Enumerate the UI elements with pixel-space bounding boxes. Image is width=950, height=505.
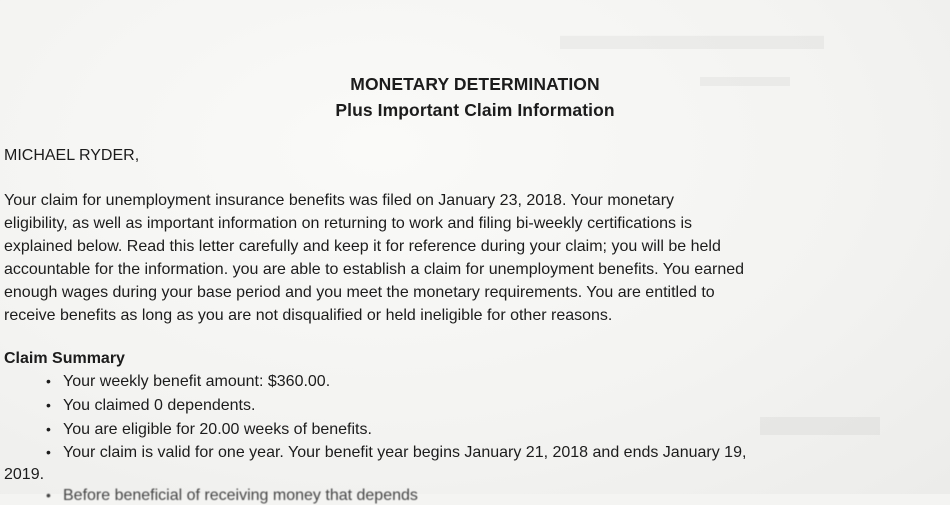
paragraph-line: Your claim for unemployment insurance benefits was filed on January 23, 2018. Your monetary (4, 192, 675, 209)
paragraph-line: accountable for the information. you are able to establish a claim for unemployment benefits. You earned (4, 261, 745, 278)
summary-bullet (46, 444, 746, 462)
bullet-continuation: 2019. (4, 466, 45, 483)
document-subtitle: Plus Important Claim Information (335, 100, 615, 120)
paragraph-line: explained below. Read this letter carefully and keep it for reference during your claim; you will be held (4, 238, 721, 255)
paragraph-line: receive benefits as long as you are not disqualified or held ineligible for other reasons. (4, 307, 613, 324)
bullet-text: Your claim is valid for one year. Your benefit year begins January 21, 2018 and ends January 19, (63, 444, 747, 461)
cut-off-bullet (46, 487, 418, 505)
bullet-icon: • (46, 421, 51, 437)
bullet-text: You are eligible for 20.00 weeks of benefits. (63, 421, 372, 438)
paragraph-line: eligibility, as well as important information on returning to work and filing bi-weekly certifications is (4, 215, 692, 232)
salutation: MICHAEL RYDER, (4, 147, 140, 164)
bullet-icon: • (46, 373, 51, 389)
bullet-text: Your weekly benefit amount: $360.00. (63, 373, 331, 390)
cut-off-text: Before beneficial of receiving money that depends (63, 487, 418, 504)
bullet-text: You claimed 0 dependents. (63, 397, 256, 414)
paragraph-line: enough wages during your base period and you meet the monetary requirements. You are entitled to (4, 284, 715, 301)
bullet-icon: • (46, 487, 51, 503)
summary-bullet (46, 397, 255, 415)
document-title: MONETARY DETERMINATION (350, 74, 600, 94)
summary-bullet (46, 373, 330, 391)
bleed-through-text (560, 10, 824, 60)
bullet-icon: • (46, 444, 51, 460)
summary-bullet (46, 421, 372, 439)
bleed-through-text (760, 380, 880, 449)
claim-summary-heading: Claim Summary (4, 350, 125, 367)
bullet-icon: • (46, 397, 51, 413)
